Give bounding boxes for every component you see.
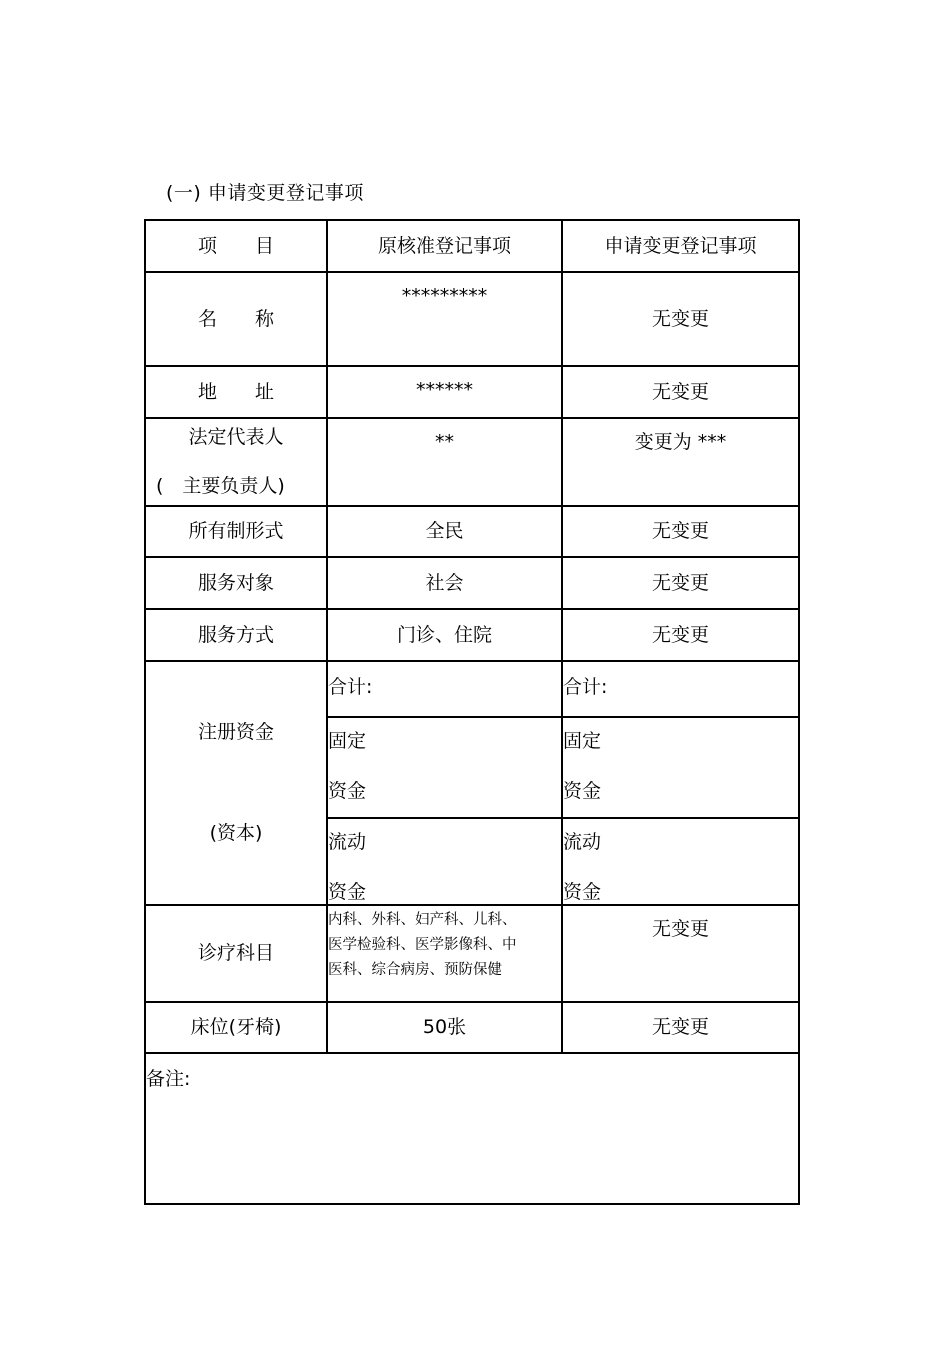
label-legal-rep-line1: 法定代表人 [188, 426, 284, 449]
change-name: 无变更 [562, 272, 799, 366]
section-title: (一) 申请变更登记事项 [166, 182, 364, 204]
label-service-mode: 服务方式 [145, 609, 327, 661]
header-row [145, 220, 799, 272]
header-item: 项 目 [145, 220, 327, 272]
original-departments [327, 905, 562, 1002]
change-capital-total: 合计: [562, 661, 799, 717]
row-address [145, 366, 799, 418]
row-service-target [145, 557, 799, 609]
change-service-target: 无变更 [562, 557, 799, 609]
label-legal-rep [145, 418, 327, 506]
row-capital-total [145, 661, 799, 717]
remarks: 备注: [145, 1053, 799, 1204]
change-beds: 无变更 [562, 1002, 799, 1053]
label-ownership: 所有制形式 [145, 506, 327, 557]
original-departments-line2: 医学检验科、医学影像科、中 [328, 937, 517, 953]
change-capital-fixed [562, 717, 799, 818]
row-name [145, 272, 799, 366]
original-service-mode: 门诊、住院 [327, 609, 562, 661]
original-ownership: 全民 [327, 506, 562, 557]
original-service-target: 社会 [327, 557, 562, 609]
row-ownership [145, 506, 799, 557]
original-capital-flow [327, 818, 562, 905]
label-beds: 床位(牙椅) [145, 1002, 327, 1053]
row-service-mode [145, 609, 799, 661]
change-fixed-line2: 资金 [563, 779, 602, 802]
change-flow-line1: 流动 [563, 831, 602, 853]
original-departments-line1: 内科、外科、妇产科、儿科、 [328, 912, 517, 928]
row-beds [145, 1002, 799, 1053]
original-address: ****** [327, 366, 562, 418]
original-capital-total: 合计: [327, 661, 562, 717]
original-legal-rep: ** [327, 418, 562, 506]
original-name: ********* [327, 272, 562, 366]
original-fixed-line2: 资金 [328, 779, 367, 802]
change-service-mode: 无变更 [562, 609, 799, 661]
row-departments [145, 905, 799, 1002]
original-flow-line2: 资金 [328, 880, 367, 903]
change-address: 无变更 [562, 366, 799, 418]
label-legal-rep-line2: ( 主要负责人) [156, 475, 285, 497]
label-name: 名 称 [145, 272, 327, 366]
original-fixed-line1: 固定 [328, 730, 367, 752]
row-legal-rep [145, 418, 799, 506]
label-capital-line1: 注册资金 [197, 721, 274, 744]
row-remarks [145, 1053, 799, 1204]
label-departments: 诊疗科目 [145, 905, 327, 1002]
change-flow-line2: 资金 [563, 880, 602, 903]
change-fixed-line1: 固定 [563, 730, 602, 752]
change-legal-rep: 变更为 *** [562, 418, 799, 506]
header-original: 原核准登记事项 [327, 220, 562, 272]
label-capital [145, 661, 327, 905]
change-departments: 无变更 [562, 905, 799, 1002]
label-address: 地 址 [145, 366, 327, 418]
original-flow-line1: 流动 [328, 831, 367, 853]
change-ownership: 无变更 [562, 506, 799, 557]
original-beds: 50张 [327, 1002, 562, 1053]
label-service-target: 服务对象 [145, 557, 327, 609]
header-change: 申请变更登记事项 [562, 220, 799, 272]
original-capital-fixed [327, 717, 562, 818]
change-registration-table [144, 219, 800, 1205]
label-capital-line2: (资本) [209, 822, 263, 844]
original-departments-line3: 医科、综合病房、预防保健 [328, 962, 502, 978]
change-capital-flow [562, 818, 799, 905]
